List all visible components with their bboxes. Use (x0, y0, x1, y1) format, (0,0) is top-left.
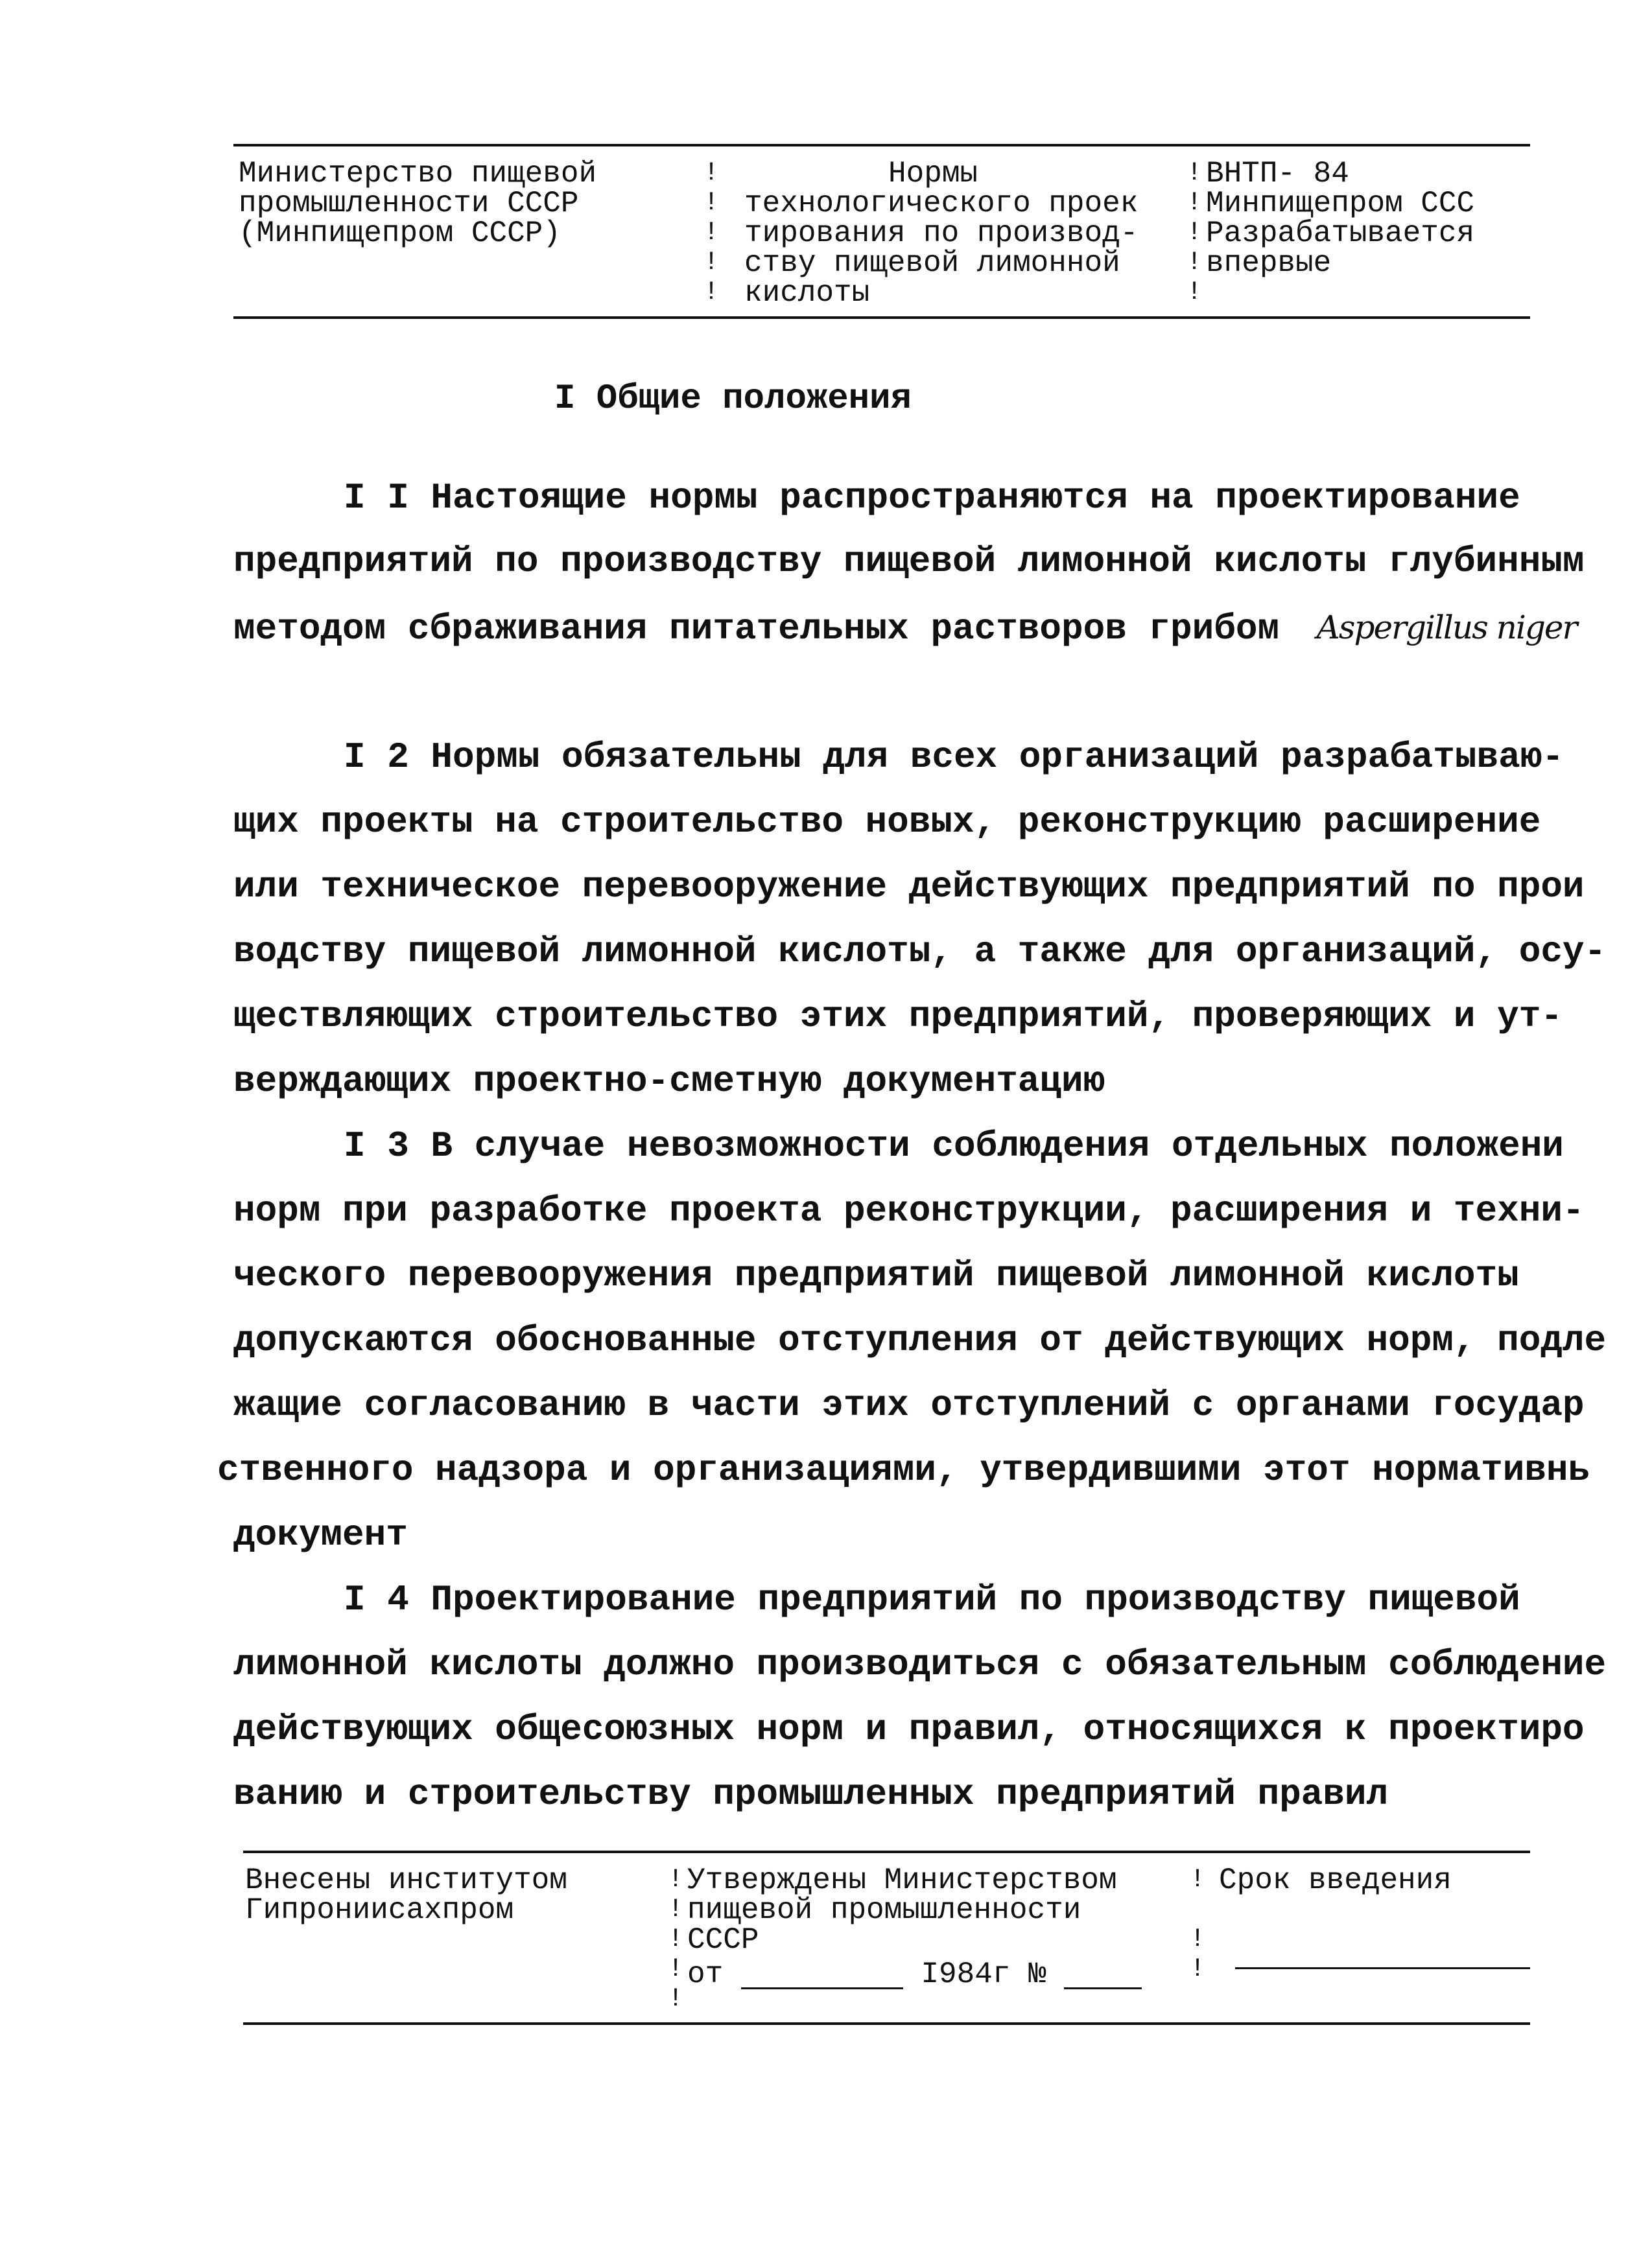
header-right-line: впервые (1206, 246, 1332, 280)
footer-center-line: СССР (687, 1923, 759, 1957)
footer-separator-2: ! ! ! (1190, 1865, 1206, 1984)
footer-left (245, 1865, 567, 1925)
paragraph-text: методом сбраживания питательных растворов грибом (233, 608, 1280, 649)
paragraph-line: допускаются обоснованные отступления от действующих норм, подле (233, 1320, 1607, 1361)
header-center-line: кислоты (744, 276, 870, 310)
footer-date-line (687, 1959, 1142, 1989)
footer-right-blank-rule (1235, 1967, 1530, 1969)
paragraph-line: или техническое перевооружение действующих предприятий по прои (233, 866, 1585, 907)
footer-right (1219, 1865, 1452, 1895)
footer-number-blank (1064, 1959, 1142, 1989)
header-left-line: Министерство пищевой (239, 157, 597, 191)
header-center-line: технологического проек (744, 187, 1139, 220)
footer-bottom-rule (243, 2022, 1530, 2025)
header-left-line: промышленности СССР (239, 187, 579, 220)
paragraph-line: ванию и строительству промышленных предприятий правил (233, 1773, 1389, 1815)
paragraph-line: предприятий по производству пищевой лимонной кислоты глубинным (233, 541, 1585, 582)
paragraph-line: жащие согласованию в части этих отступлений с органами государ (233, 1385, 1585, 1426)
footer-top-rule (243, 1851, 1530, 1853)
header-right-line: Разрабатывается (1206, 216, 1475, 250)
handwritten-note: Aspergillus niger (1316, 609, 1577, 646)
paragraph-line (233, 609, 1576, 647)
footer-separator-1: ! ! ! ! ! (668, 1865, 684, 2014)
footer-date-blank (741, 1959, 903, 1989)
footer-center (687, 1865, 1142, 1989)
header-center-line: тирования по производ- (744, 216, 1139, 250)
footer-left-line: Гипрониисахпром (245, 1893, 514, 1927)
footer-center-line: пищевой промышленности (687, 1893, 1081, 1927)
paragraph-line: щих проекты на строительство новых, реконструкцию расширение (233, 801, 1541, 843)
paragraph-line: ческого перевооружения предприятий пищевой лимонной кислоты (233, 1255, 1519, 1296)
footer-right-label: Срок введения (1219, 1864, 1452, 1897)
section-title: I Общие положения (554, 379, 912, 419)
paragraph-line: норм при разработке проекта реконструкции, расширения и техни- (233, 1190, 1585, 1232)
paragraph-line: водству пищевой лимонной кислоты, а также для организаций, осу- (233, 931, 1607, 972)
paragraph-line: I I Настоящие нормы распространяются на проектирование (344, 477, 1520, 519)
header-right-line: Минпищепром ССС (1206, 187, 1475, 220)
header-center-line: Нормы (888, 157, 978, 191)
footer-date-year: I984г № (921, 1958, 1046, 1991)
paragraph-line: лимонной кислоты должно производиться с обязательным соблюдение (233, 1644, 1607, 1685)
header-separator-2: ! ! ! ! ! (1186, 159, 1203, 307)
paragraph-line: ществляющих строительство этих предприятий, проверяющих и ут- (233, 996, 1563, 1037)
footer-center-line: Утверждены Министерством (687, 1864, 1117, 1897)
paragraph-line: документ (233, 1514, 408, 1556)
paragraph-line: I 3 В случае невозможности соблюдения отдельных положени (344, 1125, 1564, 1167)
footer-date-prefix: от (687, 1958, 724, 1991)
header-center-line: ству пищевой лимонной (744, 246, 1120, 280)
paragraph-line: верждающих проектно-сметную документацию (233, 1060, 1105, 1102)
paragraph-line: ственного надзора и организациями, утвердившими этот нормативнь (217, 1449, 1590, 1491)
header-left-line: (Минпищепром СССР) (239, 216, 561, 250)
header-right-code: ВНТП- 84 (1206, 157, 1349, 191)
paragraph-line: I 2 Нормы обязательны для всех организаций разрабатываю- (344, 736, 1564, 778)
paragraph-line: действующих общесоюзных норм и правил, относящихся к проектиро (233, 1709, 1585, 1750)
paragraph-line: I 4 Проектирование предприятий по производству пищевой (344, 1579, 1520, 1620)
header-separator-1: ! ! ! ! ! (703, 159, 720, 307)
footer-left-line: Внесены институтом (245, 1864, 567, 1897)
